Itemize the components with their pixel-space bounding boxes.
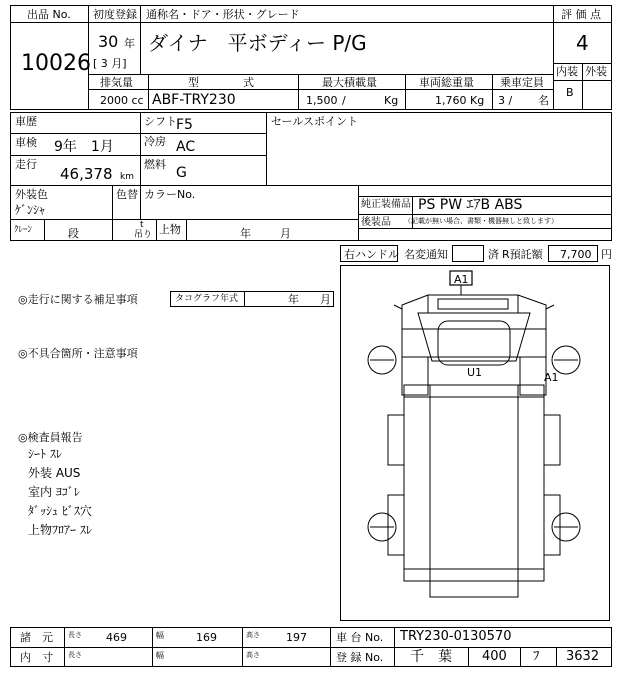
- inner-dims-label: 内 寸: [20, 651, 53, 664]
- upper-month: 月: [280, 227, 291, 240]
- shift-label: シフト: [144, 115, 177, 128]
- reg-area: 千 葉: [410, 649, 452, 665]
- name-change-box: [452, 245, 484, 262]
- upper-label: 上物: [159, 223, 181, 236]
- std-equip: PS PW ｴｱB ABS: [418, 197, 523, 213]
- inner-length-label: 長さ: [68, 651, 82, 659]
- tacho-month: 月: [320, 293, 331, 306]
- ac: AC: [176, 139, 196, 155]
- first-reg-year: 30: [98, 32, 119, 51]
- inspector-line: 室内 ﾖｺﾞﾚ: [28, 485, 80, 499]
- fuel: G: [176, 165, 187, 181]
- ac-label: 冷房: [144, 135, 166, 148]
- max-load: 1,500: [306, 94, 338, 107]
- chassis-label: 車 台 No.: [336, 631, 384, 644]
- crane-ton: t: [140, 220, 144, 230]
- model: ABF-TRY230: [152, 92, 236, 108]
- truck-diagram: [340, 265, 610, 621]
- inner-height-label: 高さ: [246, 651, 260, 659]
- max-load-unit: Kg: [384, 94, 399, 107]
- aftermarket-label: 後装品: [361, 217, 391, 228]
- color-change-label: 色替: [116, 188, 138, 201]
- aftermarket-note: （記載が無い場合、書類・機器無しと致します）: [404, 217, 558, 225]
- upper-year: 年: [240, 227, 251, 240]
- recycle-amount: 7,700: [560, 248, 592, 261]
- reg-label: 登 録 No.: [336, 651, 384, 664]
- height: 197: [286, 631, 307, 644]
- grade-label: 評 価 点: [561, 8, 601, 21]
- dims-label: 諸 元: [20, 631, 53, 644]
- ext-color-label: 外装色: [15, 188, 48, 201]
- damage-mark: A1: [454, 273, 469, 286]
- gross-weight-label: 車両総重量: [419, 76, 474, 89]
- height-label: 高さ: [246, 631, 260, 639]
- gross-weight: 1,760 Kg: [435, 94, 485, 107]
- interior-grade: B: [566, 86, 574, 99]
- overall-grade: 4: [576, 31, 589, 55]
- std-equip-label: 純正装備品: [361, 199, 411, 210]
- capacity: 3 /: [498, 94, 513, 107]
- recycle-label: R預託額: [502, 248, 543, 261]
- displacement-label: 排気量: [100, 76, 133, 89]
- year-unit: 年: [124, 37, 135, 50]
- inspection: 9年 1月: [54, 139, 114, 155]
- tacho-label: タコグラフ年式: [175, 294, 239, 304]
- model-label: 型 式: [188, 76, 254, 89]
- reg-kana: ﾌ: [533, 649, 540, 664]
- crane-hang: 吊り: [134, 230, 153, 240]
- first-reg-label: 初度登録: [93, 8, 137, 21]
- recycle-unit: 円: [601, 248, 612, 261]
- width: 169: [196, 631, 217, 644]
- shift: F5: [176, 117, 193, 133]
- lot-number: 10026: [21, 51, 91, 76]
- mileage-unit: km: [120, 172, 134, 182]
- crane-label: ｸﾚｰﾝ: [14, 225, 33, 235]
- inspector-label: ◎検査員報告: [18, 431, 83, 444]
- vehicle-name-label: 通称名・ドア・形状・グレード: [146, 8, 300, 21]
- length: 469: [106, 631, 127, 644]
- crane-stage: 段: [68, 227, 79, 240]
- inspector-line: 上物ﾌﾛｱｰ ｽﾚ: [28, 523, 92, 537]
- driving-notes-label: ◎走行に関する補足事項: [18, 293, 138, 306]
- defects-label: ◎不具合箇所・注意事項: [18, 347, 138, 360]
- vehicle-name: ダイナ 平ボディー P/G: [148, 31, 367, 55]
- reg-class: 400: [482, 649, 507, 664]
- color-code-label: カラーNo.: [144, 188, 196, 201]
- history-label: 車歴: [15, 115, 37, 128]
- inspector-line: ﾀﾞｯｼｭ ﾋﾞｽ穴: [28, 504, 92, 518]
- name-change-label: 名変通知: [404, 248, 448, 261]
- first-reg-month: [ 3 月]: [93, 57, 127, 70]
- width-label: 幅: [156, 631, 164, 640]
- max-load-label: 最大積載量: [322, 76, 377, 89]
- selling-points-label: セールスポイント: [271, 115, 359, 128]
- ext-color: ｹﾞﾝｼｬ: [15, 203, 46, 217]
- capacity-unit: 名: [538, 94, 549, 107]
- capacity-label: 乗車定員: [500, 76, 544, 89]
- exterior-label: 外装: [585, 65, 607, 78]
- inspector-line: ｼｰﾄ ｽﾚ: [28, 447, 62, 461]
- fuel-label: 燃料: [144, 158, 166, 171]
- tacho-year: 年: [288, 293, 299, 306]
- steering-label: 右ハンドル: [344, 248, 399, 261]
- interior-label: 内装: [556, 65, 578, 78]
- mileage: 46,378: [60, 165, 113, 183]
- mileage-label: 走行: [15, 158, 37, 171]
- damage-mark: A1: [544, 371, 559, 384]
- length-label: 長さ: [68, 631, 82, 639]
- recycle-prefix: 済: [488, 248, 499, 261]
- inner-width-label: 幅: [156, 651, 164, 660]
- displacement: 2000 cc: [100, 94, 144, 107]
- lot-no-label: 出品 No.: [27, 8, 71, 21]
- chassis-number: TRY230-0130570: [400, 629, 512, 644]
- reg-number: 3632: [566, 649, 600, 664]
- inspection-label: 車検: [15, 136, 37, 149]
- damage-mark: U1: [467, 366, 483, 379]
- max-load-slash: /: [342, 94, 346, 107]
- inspector-line: 外装 AUS: [28, 466, 81, 480]
